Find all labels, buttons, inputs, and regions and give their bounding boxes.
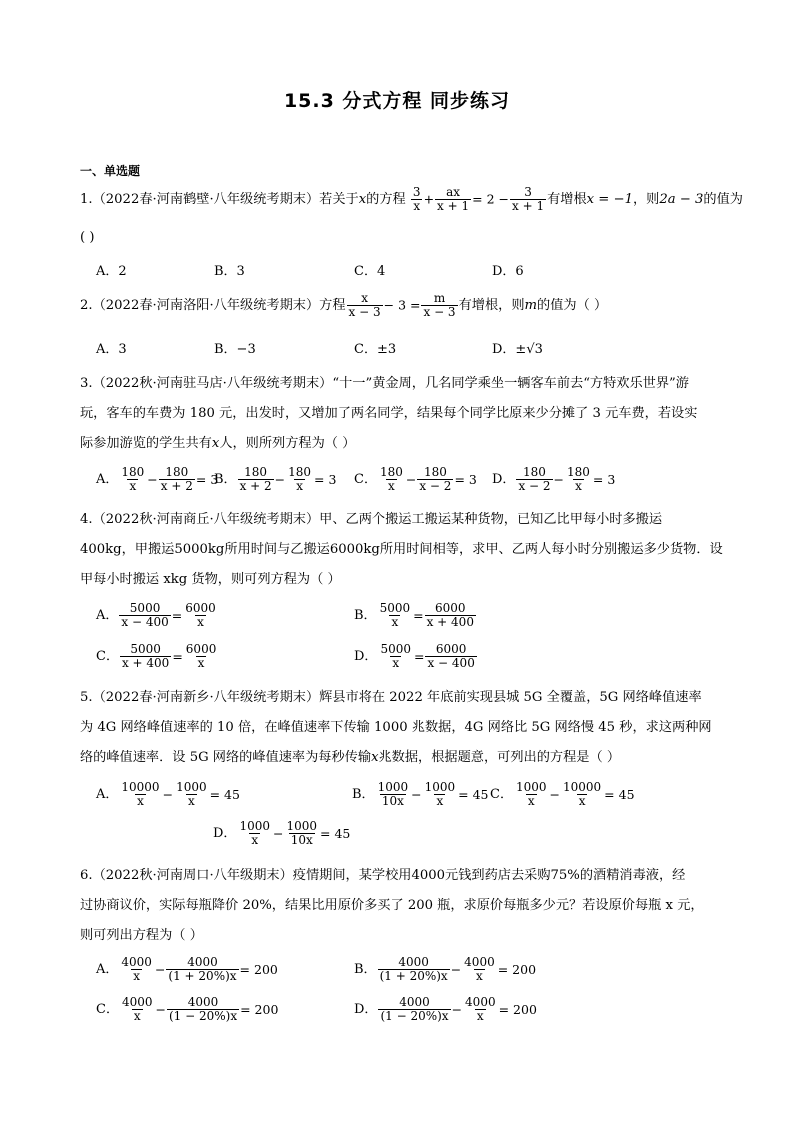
- operator: = 200: [240, 1002, 279, 1017]
- operator: =: [172, 649, 183, 664]
- numerator: ax: [446, 185, 461, 199]
- option-label: C．: [354, 472, 377, 487]
- fraction: [284, 820, 319, 847]
- operator: −: [450, 962, 462, 977]
- option-label: D．: [354, 649, 378, 664]
- option-a[interactable]: [96, 781, 240, 808]
- fraction: [421, 292, 457, 319]
- denominator: x + 2: [239, 479, 272, 493]
- q2-text: 2.（2022春·河南洛阳·八年级统考期末）方程: [80, 298, 346, 313]
- option-label: A．: [96, 787, 119, 802]
- denominator: x + 2: [160, 479, 193, 493]
- option-label: C．: [490, 787, 513, 802]
- q5-text: 兆数据，根据题意，可列出的方程是（ ）: [378, 750, 621, 765]
- denominator: x: [388, 479, 395, 493]
- denominator: x: [436, 794, 444, 808]
- denominator: x: [392, 656, 400, 670]
- question-6-line-3: 则可列出方程为（ ）: [80, 928, 203, 943]
- operator: −: [451, 1002, 463, 1017]
- option-label: C．: [96, 1002, 119, 1017]
- operator: =: [413, 649, 425, 664]
- q2-text: 有增根，则: [458, 298, 525, 313]
- option-label: D．: [492, 472, 516, 487]
- q5-var: x: [371, 750, 379, 765]
- fraction: [516, 466, 552, 493]
- numerator: 180: [523, 465, 546, 479]
- numerator: 5000: [129, 601, 161, 615]
- option-b[interactable]: B．−3: [214, 342, 256, 357]
- fraction: [347, 292, 383, 319]
- numerator: 10000: [121, 780, 160, 794]
- numerator: 180: [567, 465, 590, 479]
- denominator: x + 1: [437, 199, 470, 213]
- question-4-line-3: 甲每小时搬运 xkg 货物，则可列方程为（ ）: [80, 572, 341, 587]
- numerator: 3: [412, 185, 421, 199]
- denominator: x: [578, 794, 586, 808]
- fraction: [510, 186, 546, 213]
- fraction: [166, 956, 238, 983]
- operator: = 3: [314, 472, 337, 487]
- denominator: x: [129, 479, 137, 493]
- numerator: 3: [524, 185, 532, 199]
- operator: = 200: [498, 1002, 537, 1017]
- q5-text: 络的峰值速率．设 5G 网络的峰值速率为每秒传输: [80, 750, 372, 765]
- numerator: 4000: [121, 995, 153, 1009]
- question-3-line-1: 3.（2022秋·河南驻马店·八年级统考期末）“十一”黄金周，几名同学乘坐一辆客车前去“方特欢乐世界”游: [80, 376, 689, 391]
- option-c[interactable]: C．4: [354, 264, 386, 279]
- fraction: [119, 602, 170, 629]
- numerator: 180: [423, 465, 447, 479]
- operator: = 3: [592, 472, 616, 487]
- denominator: (1 + 20%)x: [379, 969, 448, 983]
- operator: = 3: [195, 472, 219, 487]
- fraction: [376, 781, 411, 808]
- option-label: A．: [96, 962, 119, 977]
- option-b[interactable]: [214, 466, 336, 493]
- denominator: x + 400: [121, 656, 170, 670]
- fraction: [183, 602, 218, 629]
- denominator: x: [296, 479, 303, 493]
- operator: −: [272, 826, 284, 841]
- option-a[interactable]: [96, 466, 218, 493]
- operator: = 45: [604, 787, 635, 802]
- fraction: [120, 643, 171, 670]
- denominator: x − 400: [427, 656, 475, 670]
- denominator: x: [197, 656, 205, 670]
- numerator: 1000: [424, 780, 456, 794]
- numerator: 10000: [562, 780, 602, 794]
- fraction: [378, 466, 405, 493]
- numerator: 4000: [465, 995, 496, 1009]
- q3-text: 际参加游览的学生共有: [80, 436, 212, 451]
- question-3-line-2: 玩，客车的车费为 180 元，出发时，又增加了两名同学，结果每个同学比原来少分摊了 3 元车费，若设实: [80, 406, 698, 421]
- denominator: x: [391, 615, 399, 629]
- denominator: (1 − 20%)x: [168, 1009, 238, 1023]
- operator: = 2 −: [472, 191, 509, 207]
- numerator: 180: [165, 465, 189, 479]
- numerator: 4000: [399, 995, 430, 1009]
- denominator: (1 − 20%)x: [380, 1009, 449, 1023]
- fraction: [286, 466, 313, 493]
- numerator: x: [361, 291, 368, 305]
- q1-text: 的方程: [366, 192, 406, 207]
- denominator: x: [476, 969, 483, 983]
- q1-text: 1.（2022春·河南鹤壁·八年级统考期末）若关于: [80, 192, 359, 207]
- denominator: x − 3: [348, 305, 381, 319]
- operator: −: [411, 787, 422, 802]
- numerator: 6000: [185, 601, 216, 615]
- option-a[interactable]: [96, 956, 278, 983]
- option-label: D．: [213, 826, 237, 841]
- operator: −: [155, 1002, 166, 1017]
- numerator: 1000: [176, 780, 207, 794]
- numerator: 5000: [380, 642, 411, 656]
- numerator: 5000: [379, 601, 411, 615]
- option-c[interactable]: [96, 996, 278, 1023]
- fraction: [514, 781, 549, 808]
- question-5-line-1: 5.（2022春·河南新乡·八年级统考期末）辉县市将在 2022 年底前实现县城 5G 全覆盖，5G 网络峰值速率: [80, 690, 702, 705]
- denominator: x − 400: [121, 615, 169, 629]
- option-label: A．: [96, 472, 119, 487]
- question-1-stem: [80, 186, 743, 213]
- denominator: x − 3: [423, 305, 456, 319]
- q3-text: 人，则所列方程为（ ）: [219, 436, 356, 451]
- operator: = 45: [209, 787, 240, 802]
- operator: −: [147, 472, 158, 487]
- denominator: x: [476, 1009, 484, 1023]
- option-c[interactable]: C．±3: [354, 342, 397, 357]
- q2-var: m: [524, 298, 538, 313]
- fraction: [159, 466, 195, 493]
- option-c[interactable]: [354, 466, 477, 493]
- fraction: [435, 186, 471, 213]
- option-a[interactable]: A．2: [96, 264, 127, 279]
- option-a[interactable]: [96, 602, 219, 629]
- option-b[interactable]: B．3: [214, 264, 245, 279]
- fraction: [463, 996, 498, 1023]
- fraction: [417, 466, 453, 493]
- denominator: x + 400: [426, 615, 474, 629]
- fraction: [462, 956, 497, 983]
- numerator: 180: [379, 465, 403, 479]
- fraction: [119, 781, 161, 808]
- question-6-line-2: 过协商议价，实际每瓶降价 20%，结果比用原价多买了 200 瓶，求原价每瓶多少元？若设原价每瓶 x 元，: [80, 898, 704, 913]
- option-b[interactable]: [354, 602, 477, 629]
- fraction: [119, 956, 154, 983]
- operator: −: [162, 787, 174, 802]
- page-title: 15.3 分式方程 同步练习: [283, 90, 511, 112]
- operator: −: [405, 472, 417, 487]
- option-label: B．: [354, 962, 377, 977]
- fraction: [184, 643, 219, 670]
- operator: = 45: [320, 826, 351, 841]
- operator: −: [553, 472, 565, 487]
- numerator: 180: [121, 465, 145, 479]
- fraction: [378, 956, 450, 983]
- numerator: 4000: [187, 995, 219, 1009]
- option-label: C．: [96, 649, 119, 664]
- numerator: 5000: [130, 642, 161, 656]
- denominator: x: [575, 479, 582, 493]
- numerator: 4000: [398, 955, 429, 969]
- question-2-stem: [80, 292, 607, 319]
- numerator: 6000: [435, 601, 466, 615]
- q3-var: x: [211, 436, 220, 451]
- operator: = 45: [458, 787, 489, 802]
- fraction: [425, 602, 476, 629]
- answer-bracket: ( ): [80, 230, 95, 245]
- option-label: B．: [354, 608, 377, 623]
- q1-text: ，则: [632, 192, 660, 207]
- option-label: B．: [214, 472, 237, 487]
- option-label: A．: [96, 608, 119, 623]
- operator: =: [171, 608, 183, 623]
- q1-text: 的值为: [703, 192, 743, 207]
- fraction: [565, 466, 592, 493]
- numerator: 1000: [239, 819, 270, 833]
- denominator: x + 1: [512, 199, 545, 213]
- denominator: 10x: [290, 833, 313, 847]
- fraction: [378, 602, 413, 629]
- fraction: [561, 781, 603, 808]
- denominator: 10x: [381, 794, 404, 808]
- fraction: [423, 781, 458, 808]
- fraction: [237, 820, 272, 847]
- operator: −: [274, 472, 286, 487]
- operator: = 200: [239, 962, 278, 977]
- fraction: [120, 996, 155, 1023]
- denominator: x − 2: [419, 479, 452, 493]
- fraction: [238, 466, 274, 493]
- denominator: x: [251, 833, 259, 847]
- q1-expr: 2a − 3: [659, 192, 704, 207]
- numerator: 1000: [286, 819, 318, 833]
- operator: −: [154, 962, 166, 977]
- numerator: 180: [244, 465, 268, 479]
- operator: − 3 =: [383, 297, 421, 313]
- q1-var: x: [358, 192, 367, 207]
- option-c[interactable]: [490, 781, 635, 808]
- denominator: x − 2: [518, 479, 551, 493]
- denominator: x: [187, 794, 195, 808]
- option-d[interactable]: [354, 643, 478, 670]
- fraction: [411, 186, 423, 213]
- question-5-line-3: [80, 748, 620, 768]
- operator: = 3: [454, 472, 477, 487]
- numerator: 4000: [464, 955, 495, 969]
- section-heading: 一、单选题: [80, 164, 141, 178]
- question-3-line-3: [80, 434, 355, 454]
- option-label: D．: [354, 1002, 378, 1017]
- option-a[interactable]: A．3: [96, 342, 127, 357]
- numerator: 1000: [515, 780, 547, 794]
- denominator: x: [133, 1009, 141, 1023]
- denominator: x: [527, 794, 535, 808]
- q1-root: x = −1: [586, 192, 633, 207]
- option-label: B．: [352, 787, 375, 802]
- q1-text: 有增根: [547, 192, 587, 207]
- numerator: 6000: [435, 642, 467, 656]
- numerator: 4000: [121, 955, 152, 969]
- operator: −: [549, 787, 560, 802]
- option-d[interactable]: D．±√3: [492, 342, 543, 357]
- option-d[interactable]: D．6: [492, 264, 524, 279]
- question-6-line-1: 6.（2022秋·河南周口·八年级期末）疫情期间，某学校用4000元钱到药店去采购75%的酒精消毒液，经: [80, 868, 686, 883]
- numerator: m: [433, 291, 446, 305]
- fraction: [174, 781, 209, 808]
- fraction: [378, 996, 450, 1023]
- fraction: [119, 466, 146, 493]
- fraction: [378, 643, 413, 670]
- option-b[interactable]: [352, 781, 489, 808]
- option-c[interactable]: [96, 643, 219, 670]
- numerator: 1000: [377, 780, 409, 794]
- q2-text: 的值为（ ）: [537, 298, 608, 313]
- numerator: 6000: [185, 642, 217, 656]
- option-d[interactable]: [492, 466, 615, 493]
- denominator: x: [133, 969, 141, 983]
- operator: =: [413, 608, 424, 623]
- denominator: x: [197, 615, 204, 629]
- numerator: 180: [288, 465, 312, 479]
- fraction: [167, 996, 239, 1023]
- option-d[interactable]: [213, 820, 350, 847]
- operator: +: [423, 191, 435, 207]
- denominator: x: [137, 794, 144, 808]
- question-4-line-2: 400kg，甲搬运5000kg所用时间与乙搬运6000kg所用时间相等，求甲、乙两人每小时分别搬运多少货物．设: [80, 542, 723, 557]
- operator: = 200: [497, 962, 537, 977]
- question-5-line-2: 为 4G 网络峰值速率的 10 倍，在峰值速率下传输 1000 兆数据，4G 网络比 5G 网络慢 45 秒，求这两种网: [80, 720, 712, 735]
- numerator: 4000: [187, 955, 218, 969]
- question-4-line-1: 4.（2022秋·河南商丘·八年级统考期末）甲、乙两个搬运工搬运某种货物，已知乙比甲每小时多搬运: [80, 512, 663, 527]
- fraction: [425, 643, 476, 670]
- denominator: (1 + 20%)x: [168, 969, 237, 983]
- option-b[interactable]: [354, 956, 536, 983]
- denominator: x: [413, 199, 421, 213]
- option-d[interactable]: [354, 996, 537, 1023]
